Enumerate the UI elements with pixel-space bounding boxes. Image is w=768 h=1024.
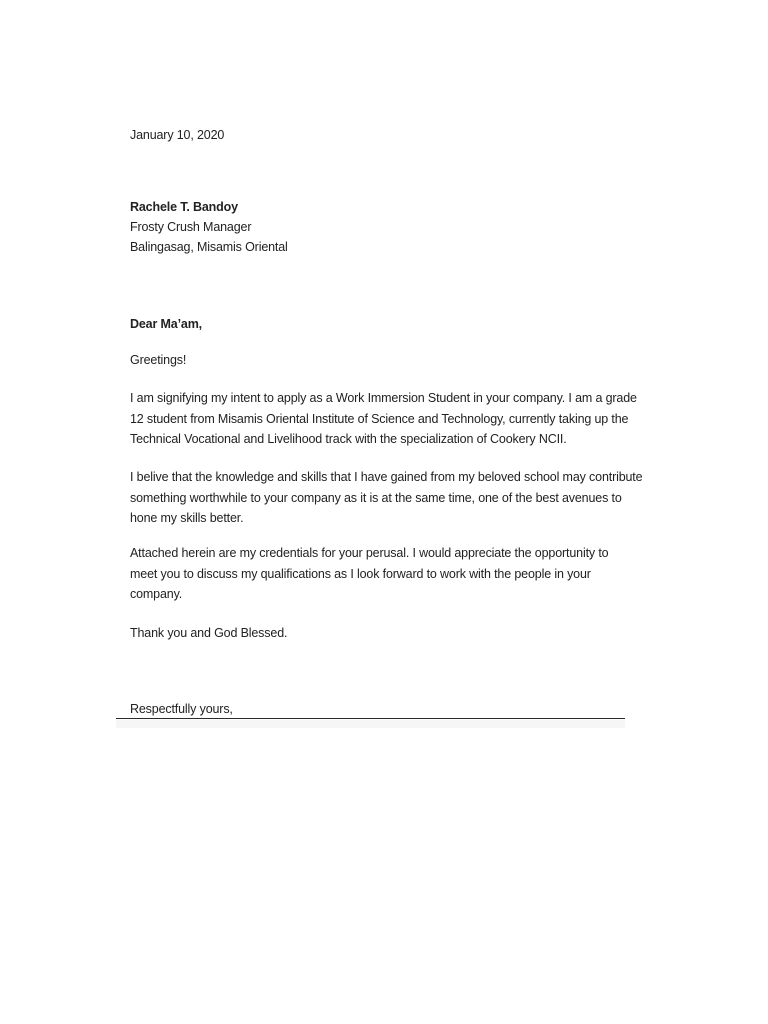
recipient-address: Balingasag, Misamis Oriental: [130, 240, 288, 254]
paragraph-line: hone my skills better.: [130, 511, 244, 525]
closing-line: Respectfully yours,: [130, 702, 233, 716]
thanks-line: Thank you and God Blessed.: [130, 626, 288, 640]
recipient-name: Rachele T. Bandoy: [130, 200, 238, 214]
paragraph-belief: [130, 467, 643, 529]
paragraph-line: I am signifying my intent to apply as a Work Immersion Student in your company. I am a grade: [130, 391, 637, 405]
paragraph-line: meet you to discuss my qualifications as I look forward to work with the people in your: [130, 566, 591, 581]
paragraph-line: company.: [130, 587, 183, 601]
recipient-title: Frosty Crush Manager: [130, 220, 252, 234]
paragraph-credentials: [130, 543, 620, 605]
paragraph-line: Technical Vocational and Livelihood track with the specialization of Cookery NCII.: [130, 432, 567, 446]
page-cut-shadow: [116, 720, 625, 728]
paragraph-intent: [130, 388, 637, 450]
page-cut-divider: [116, 718, 625, 719]
greeting: Greetings!: [130, 353, 187, 367]
salutation: Dear Ma’am,: [130, 317, 202, 331]
letter-date: January 10, 2020: [130, 128, 225, 142]
paragraph-line: Attached herein are my credentials for your perusal. I would appreciate the opportunity to: [130, 546, 609, 560]
paragraph-line: I belive that the knowledge and skills that I have gained from my beloved school may contribute: [130, 470, 643, 484]
paragraph-line: something worthwhile to your company as it is at the same time, one of the best avenues to: [130, 490, 622, 505]
paragraph-line: 12 student from Misamis Oriental Institute of Science and Technology, currently taking up the: [130, 411, 629, 426]
